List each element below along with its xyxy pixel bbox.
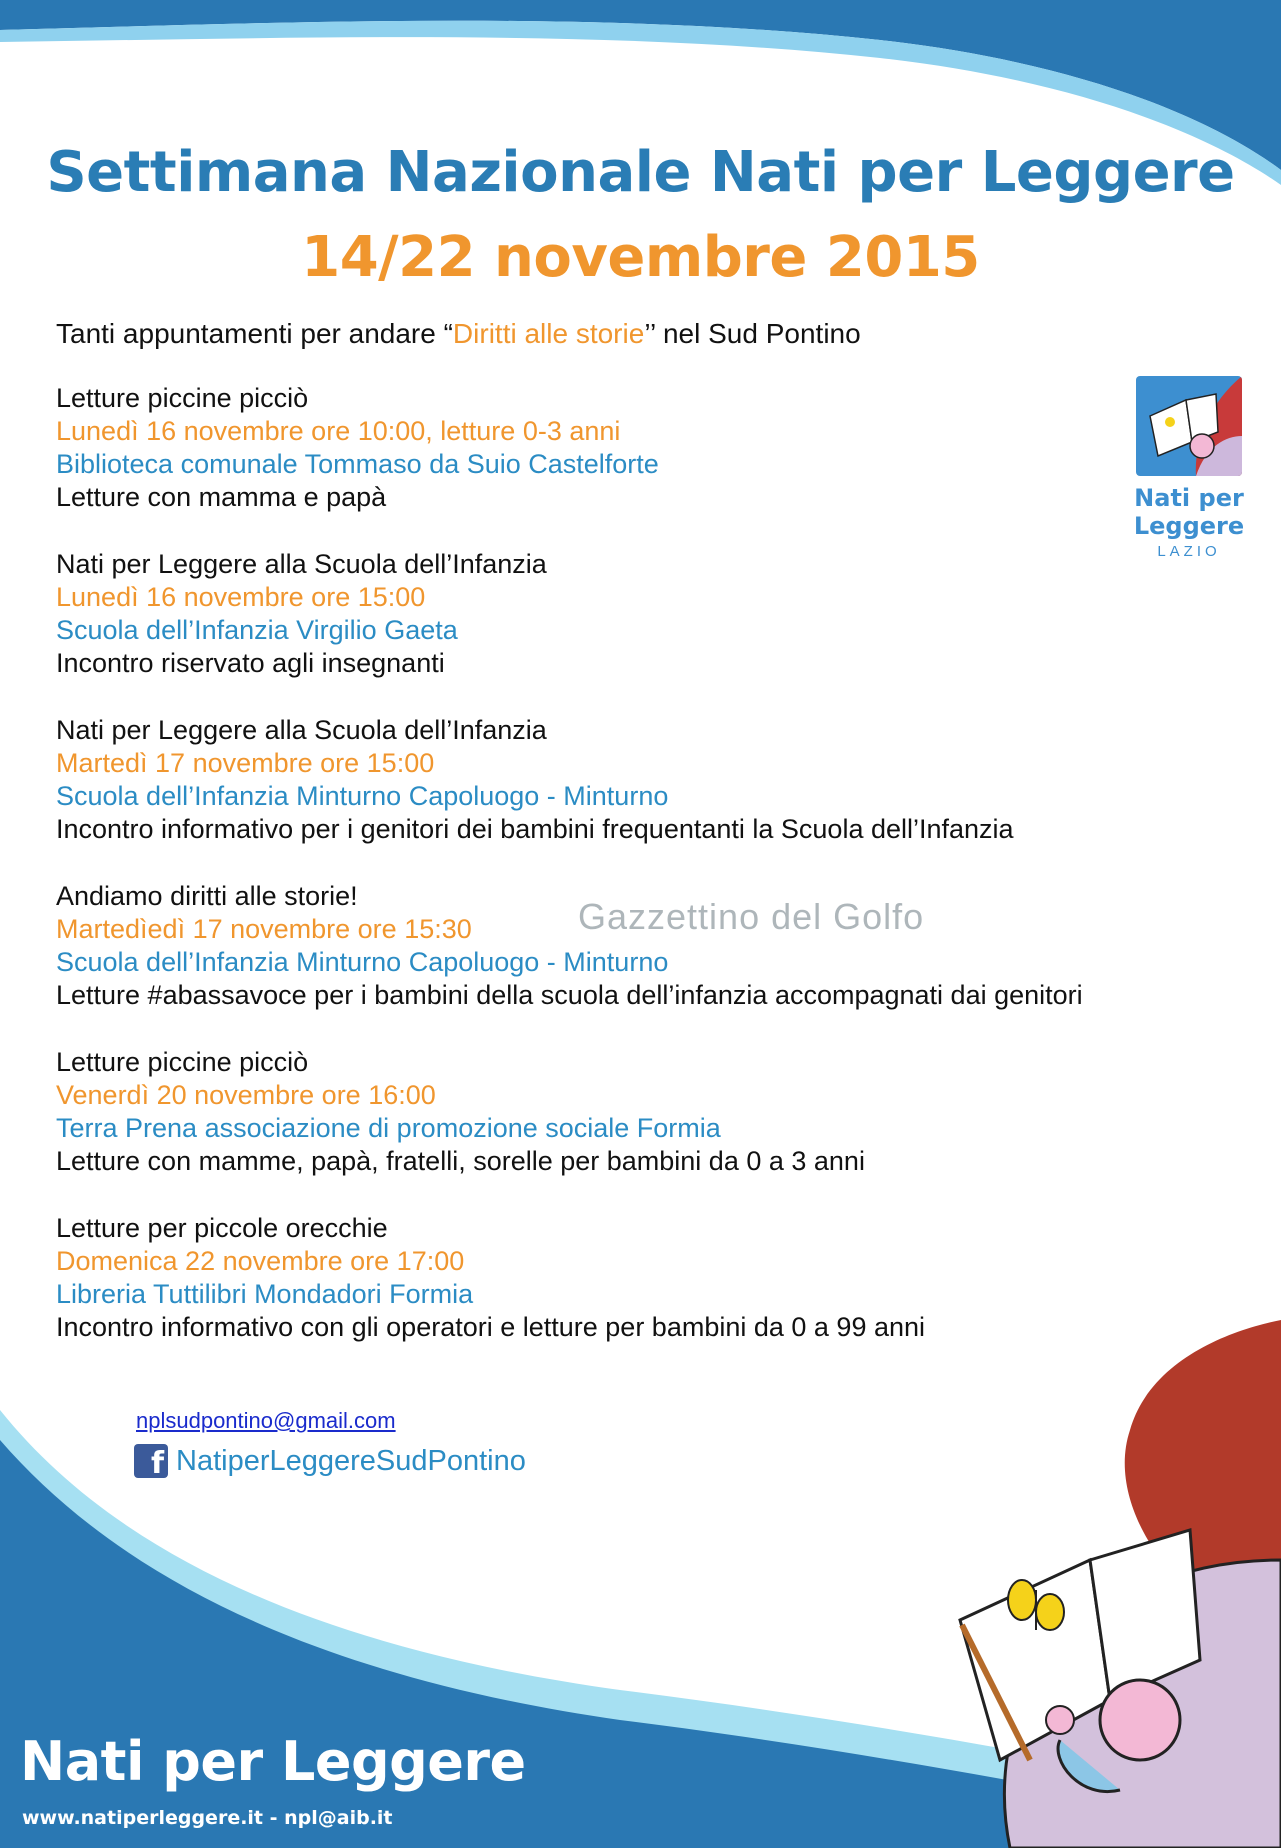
logo-region: LAZIO <box>1157 543 1221 560</box>
logo-line2: Leggere <box>1133 512 1245 540</box>
npl-lazio-logo <box>1136 376 1242 476</box>
event-place: Scuola dell’Infanzia Minturno Capoluogo - Minturno <box>56 781 669 811</box>
event-title: Letture piccine picciò <box>56 1047 309 1077</box>
event-item <box>56 1212 1096 1344</box>
facebook-icon: f <box>134 1444 168 1478</box>
event-description: Incontro informativo per i genitori dei bambini frequentanti la Scuola dell’Infanzia <box>56 814 1014 844</box>
event-item <box>56 548 1096 680</box>
event-list <box>56 382 1096 1378</box>
event-title: Letture per piccole orecchie <box>56 1213 388 1243</box>
event-date: Venerdì 20 novembre ore 16:00 <box>56 1080 436 1110</box>
event-item <box>56 1046 1096 1178</box>
event-place: Terra Prena associazione di promozione sociale Formia <box>56 1113 721 1143</box>
event-item <box>56 714 1096 846</box>
intro-highlight: Diritti alle storie <box>452 318 645 349</box>
logo-text <box>1116 484 1262 540</box>
event-description: Letture con mamma e papà <box>56 482 387 512</box>
page-title: Settimana Nazionale Nati per Leggere <box>46 140 1235 205</box>
facebook-link[interactable] <box>134 1444 526 1478</box>
event-date: Domenica 22 novembre ore 17:00 <box>56 1246 465 1276</box>
event-date: Lunedì 16 novembre ore 10:00, letture 0-3 anni <box>56 416 621 446</box>
intro-after: ’’ nel Sud Pontino <box>644 318 861 349</box>
event-place: Biblioteca comunale Tommaso da Suio Castelforte <box>56 449 659 479</box>
event-title: Nati per Leggere alla Scuola dell’Infanzia <box>56 715 547 745</box>
watermark: Gazzettino del Golfo <box>578 896 925 937</box>
footer-contacts: www.natiperleggere.it - npl@aib.it <box>22 1807 393 1829</box>
event-place: Scuola dell’Infanzia Virgilio Gaeta <box>56 615 458 645</box>
event-description: Incontro riservato agli insegnanti <box>56 648 445 678</box>
book-icon <box>1136 376 1242 476</box>
event-item <box>56 880 1096 1012</box>
intro-text <box>56 318 861 350</box>
facebook-page-label: NatiperLeggereSudPontino <box>176 1444 526 1477</box>
event-date: Martedì 17 novembre ore 15:00 <box>56 748 435 778</box>
event-date: Lunedì 16 novembre ore 15:00 <box>56 582 426 612</box>
footer-title: Nati per Leggere <box>20 1730 526 1793</box>
intro-before: Tanti appuntamenti per andare “ <box>56 318 453 349</box>
logo-line1: Nati per <box>1134 484 1244 512</box>
event-date: Martedìedì 17 novembre ore 15:30 <box>56 914 472 944</box>
event-title: Nati per Leggere alla Scuola dell’Infanzia <box>56 549 547 579</box>
event-description: Letture #abassavoce per i bambini della scuola dell’infanzia accompagnati dai genitori <box>56 980 1083 1010</box>
event-place: Libreria Tuttilibri Mondadori Formia <box>56 1279 474 1309</box>
event-description: Letture con mamme, papà, fratelli, sorelle per bambini da 0 a 3 anni <box>56 1146 865 1176</box>
event-place: Scuola dell’Infanzia Minturno Capoluogo - Minturno <box>56 947 669 977</box>
event-item <box>56 382 1096 514</box>
reading-illustration <box>960 1320 1281 1848</box>
event-description: Incontro informativo con gli operatori e letture per bambini da 0 a 99 anni <box>56 1312 926 1342</box>
event-title: Andiamo diritti alle storie! <box>56 881 358 911</box>
event-dates: 14/22 novembre 2015 <box>301 225 980 290</box>
email-link[interactable]: nplsudpontino@gmail.com <box>136 1408 396 1433</box>
event-title: Letture piccine picciò <box>56 383 309 413</box>
